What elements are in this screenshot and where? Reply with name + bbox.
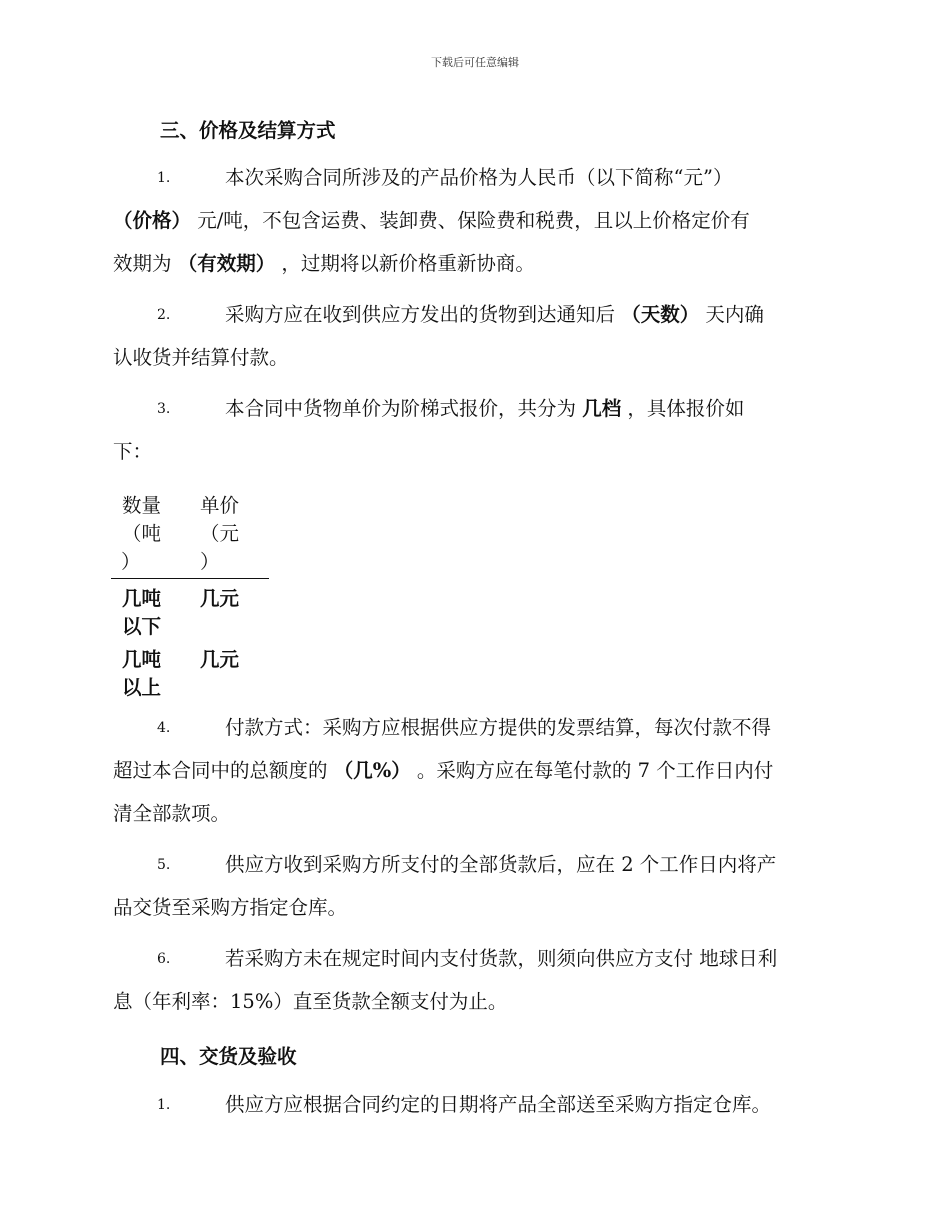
- page-header: 下载后可任意编辑: [431, 56, 519, 69]
- table-rule: [111, 578, 269, 579]
- text-line: 息（年利率：15%）直至货款全额支付为止。: [113, 990, 508, 1013]
- table-cell: 几元: [200, 587, 240, 610]
- text-line: 若采购方未在规定时间内支付货款，则须向供应方支付 地球日利: [225, 947, 778, 970]
- text-line: 下：: [113, 440, 153, 463]
- table-header-quantity: 数量 （吨 ）: [121, 494, 162, 573]
- item-number: 1.: [157, 1097, 171, 1113]
- text-line: 效期为 （有效期） ，过期将以新价格重新协商。: [113, 252, 535, 275]
- item-number: 5.: [157, 857, 171, 873]
- text-line: 采购方应在收到供应方发出的货物到达通知后 （天数） 天内确: [225, 303, 764, 326]
- section-3-title: 三、价格及结算方式: [160, 119, 336, 142]
- text-line: 供应方收到采购方所支付的全部货款后，应在 2 个工作日内将产: [225, 853, 777, 876]
- text-line: 本合同中货物单价为阶梯式报价，共分为 几档 ，具体报价如: [225, 397, 745, 420]
- table-row: 几吨 以下: [122, 587, 162, 638]
- item-number: 3.: [157, 401, 171, 417]
- table-header-unit-price: 单价 （元 ）: [200, 494, 240, 573]
- text-line: 认收货并结算付款。: [113, 346, 289, 369]
- item-number: 6.: [157, 951, 171, 967]
- item-number: 1.: [157, 170, 171, 186]
- item-number: 2.: [157, 307, 171, 323]
- item-number: 4.: [157, 720, 171, 736]
- table-cell: 几元: [200, 648, 240, 671]
- text-line: 品交货至采购方指定仓库。: [113, 896, 348, 919]
- text-line: （价格） 元/吨，不包含运费、装卸费、保险费和税费，且以上价格定价有: [113, 209, 750, 232]
- text-line: 清全部款项。: [113, 802, 231, 825]
- table-row: 几吨 以上: [122, 648, 162, 699]
- text-line: 本次采购合同所涉及的产品价格为人民币（以下简称“元”）: [225, 166, 733, 189]
- text-line: 供应方应根据合同约定的日期将产品全部送至采购方指定仓库。: [225, 1093, 772, 1116]
- section-4-title: 四、交货及验收: [160, 1045, 297, 1068]
- text-line: 付款方式：采购方应根据供应方提供的发票结算，每次付款不得: [225, 716, 772, 739]
- text-line: 超过本合同中的总额度的 （几%） 。采购方应在每笔付款的 7 个工作日内付: [113, 759, 774, 782]
